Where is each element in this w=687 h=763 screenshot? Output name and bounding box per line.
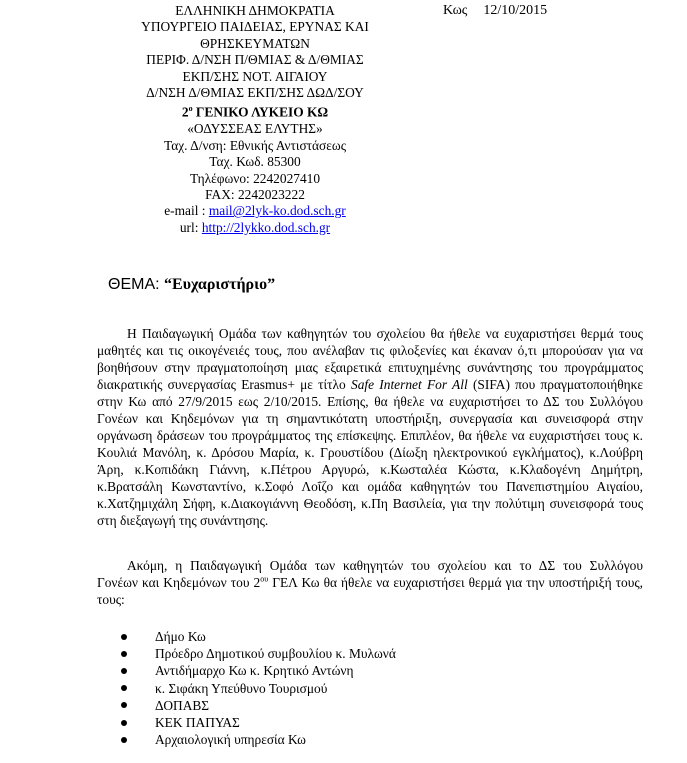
website-link[interactable]: http://2lykko.dod.sch.gr xyxy=(201,219,331,235)
list-item: Αρχαιολογική υπηρεσία Κω xyxy=(121,731,396,748)
school-postcode: Ταχ. Κωδ. 85300 xyxy=(209,154,301,170)
list-item: κ. Σιφάκη Υπεύθυνο Τουρισμού xyxy=(121,680,396,697)
paragraph-line: κ.Βρατσάλη Κωνσταντίνο, κ.Σοφό Λοΐζο και ομάδα καθηγητών του Πανεπιστημίου Αιγαίου, xyxy=(97,479,643,494)
letterhead-line: ΕΚΠ/ΣΗΣ ΝΟΤ. ΑΙΓΑΙΟΥ xyxy=(182,68,328,84)
paragraph-line: Η Παιδαγωγική Ομάδα των καθηγητών του σχολείου θα ήθελε να ευχαριστήσει θερμά τους xyxy=(127,326,643,341)
letterhead-line: ΕΛΛΗΝΙΚΗ ΔΗΜΟΚΡΑΤΙΑ xyxy=(175,3,335,18)
school-phone: Τηλέφωνο: 2242027410 xyxy=(189,170,321,186)
bullet-icon xyxy=(121,651,127,657)
list-item: ΚΕΚ ΠΑΠΥΑΣ xyxy=(121,714,396,731)
date-value: 12/10/2015 xyxy=(483,3,548,18)
school-email: e-mail : mail@2lyk-ko.dod.sch.gr xyxy=(164,203,346,219)
school-url: url: http://2lykko.dod.sch.gr xyxy=(179,219,331,235)
paragraph-line: μαθητές και τις οικογένειές τους, που ανέλαβαν τις φιλοξενίες και έκαναν ό,τι μπορούσαν για να xyxy=(97,343,643,358)
thanks-paragraph-1 xyxy=(97,325,643,529)
bullet-icon xyxy=(121,737,127,743)
list-item: ΔΟΠΑΒΣ xyxy=(121,697,396,714)
date-place: Κως xyxy=(443,3,468,18)
project-title: Safe Internet For All xyxy=(351,377,468,392)
paragraph-line: διακρατικής συνεργασίας Erasmus+ με τίτλο Safe Internet For All (SIFA) που πραγματοποιήθηκε xyxy=(97,377,643,392)
letterhead-line: ΠΕΡΙΦ. Δ/ΝΣΗ Π/ΘΜΙΑΣ & Δ/ΘΜΙΑΣ xyxy=(146,52,364,68)
paragraph-line: Γονέων και Κηδεμόνων για τη σημαντικότατη υποστήριξη, συνεργασία και συνεισφορά στην xyxy=(97,411,643,426)
paragraph-line: βοηθήσουν στην πραγματοποίηση μιας εξαιρετικά επιτυχημένης συνάντησης του προγράμματος xyxy=(97,360,643,375)
date-line xyxy=(443,3,547,19)
bullet-icon xyxy=(121,668,127,674)
subject-label: ΘΕΜΑ: xyxy=(108,276,165,293)
paragraph-line: Ακόμη, η Παιδαγωγική Ομάδα των καθηγητών του σχολείου και το ΔΣ του Συλλόγου xyxy=(127,558,643,573)
paragraph-line: Κουλιά Μανόλη, κ. Δρόσου Μαρία, κ. Γρουστίδου (Δίωξη ηλεκτρονικού εγκλήματος), κ.Λούβρη xyxy=(97,445,643,460)
school-fax: FAX: 2242023222 xyxy=(205,186,305,202)
paragraph-line: κ.Χατζημιχάλη Σήφη, κ.Διακογιάννη Θεοδόση, κ.Πη Βασιλεία, για την πολύτιμη συνεισφορά τους xyxy=(97,496,643,511)
list-item: Αντιδήμαρχο Κω κ. Κρητικό Αντώνη xyxy=(121,662,396,679)
school-title: $2^o$ ΓΕΝΙΚΟ ΛΥΚΕΙΟ ΚΩ xyxy=(181,104,329,120)
paragraph-line: οργάνωση δράσεων του προγράμματος της επίσκεψης. Επιπλέον, θα ήθελε να ευχαριστήσει τους κ. xyxy=(97,428,643,443)
thanks-list xyxy=(121,628,396,748)
paragraph-line: Άρη, κ.Κοπιδάκη Γιάννη, κ.Πέτρου Αργυρώ, κ.Κωσταλέα Κώστα, κ.Κλαδογένη Δημήτρη, xyxy=(97,462,643,477)
subject-title: “Ευχαριστήριο” xyxy=(164,276,276,293)
paragraph-line: Γονέων και Κηδεμόνων του $2^{o\upsilon}$ ΓΕΛ Κω θα ήθελε να ευχαριστήσει θερμά για την υποστήριξή τους, xyxy=(97,574,643,590)
subject-line xyxy=(108,276,275,294)
bullet-icon xyxy=(121,634,127,640)
email-link[interactable]: mail@2lyk-ko.dod.sch.gr xyxy=(208,203,346,219)
thanks-paragraph-2 xyxy=(97,557,643,608)
list-item: Πρόεδρο Δημοτικού συμβουλίου κ. Μυλωνά xyxy=(121,645,396,662)
school-address: Ταχ. Δ/νση: Εθνικής Αντιστάσεως xyxy=(163,137,347,153)
list-item: Δήμο Κω xyxy=(121,628,396,645)
letterhead-line: ΥΠΟΥΡΓΕΙΟ ΠΑΙΔΕΙΑΣ, ΕΡΥΝΑΣ ΚΑΙ xyxy=(141,19,369,35)
paragraph-line: στη διεξαγωγή της συνάντησης. xyxy=(97,513,269,528)
letterhead-line: ΘΡΗΣΚΕΥΜΑΤΩΝ xyxy=(200,35,310,51)
letterhead-line: Δ/ΝΣΗ Δ/ΘΜΙΑΣ ΕΚΠ/ΣΗΣ ΔΩΔ/ΣΟΥ xyxy=(146,85,364,101)
paragraph-line: στην Κω από 27/9/2015 εως 2/10/2015. Επίσης, θα ήθελε να ευχαριστήσει το ΔΣ του Συλλόγου xyxy=(97,394,643,409)
bullet-icon xyxy=(121,720,127,726)
letterhead xyxy=(105,3,405,236)
paragraph-line: τους: xyxy=(97,592,125,607)
bullet-icon xyxy=(121,685,127,691)
school-name: «ΟΔΥΣΣΕΑΣ ΕΛΥΤΗΣ» xyxy=(187,121,323,137)
bullet-icon xyxy=(121,702,127,708)
